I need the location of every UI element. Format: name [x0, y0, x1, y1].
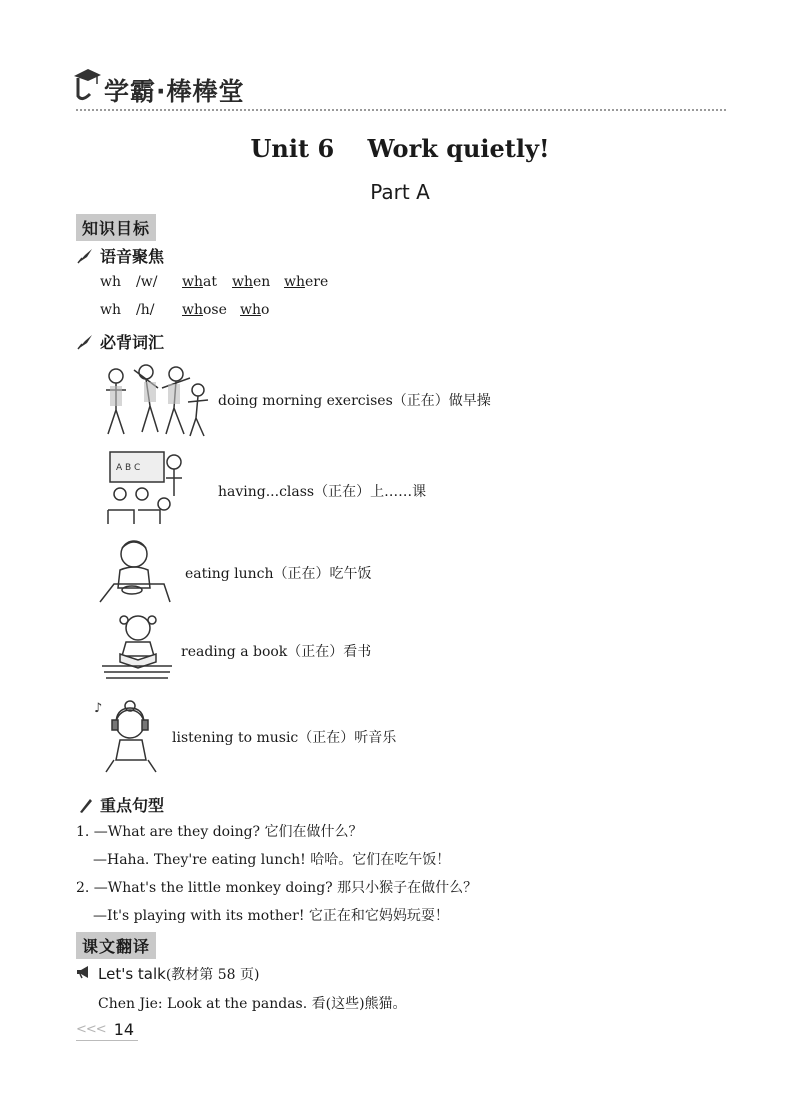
sentence-line: 1. —What are they doing? 它们在做什么？ [76, 824, 363, 840]
vocab-item-text: reading a book（正在）看书 [181, 644, 372, 660]
phonics-heading [76, 244, 164, 267]
phonics-word: who [240, 302, 270, 318]
phonics-row [100, 274, 328, 290]
talk-title: Let's talk [98, 965, 166, 983]
phonics-row [100, 302, 269, 318]
vocab-heading-label: 必背词汇 [100, 333, 165, 352]
vocab-item-text: doing morning exercises（正在）做早操 [218, 393, 491, 409]
having-class-picture [104, 448, 188, 526]
talk-line: Chen Jie: Look at the pandas. 看(这些)熊猫。 [98, 996, 407, 1012]
music-note-icon: ♪ [94, 701, 103, 716]
phonics-letters: wh [100, 274, 121, 290]
page-number: 14 [113, 1020, 135, 1039]
vocab-item-text: listening to music（正在）听音乐 [172, 730, 397, 746]
phonics-heading-label: 语音聚焦 [100, 247, 165, 266]
phonics-sound: /h/ [136, 302, 155, 318]
vocab-heading [76, 330, 164, 353]
phonics-word: what [182, 274, 217, 290]
quill-icon [76, 333, 94, 351]
graduation-cap-icon [72, 66, 102, 104]
talk-heading [76, 964, 259, 984]
phonics-sound: /w/ [136, 274, 158, 290]
header-divider [76, 109, 726, 111]
page-number-area [76, 1020, 134, 1039]
sentence-line: —It's playing with its mother! 它正在和它妈妈玩耍！ [93, 908, 449, 924]
quill-icon [76, 247, 94, 265]
eating-lunch-picture [98, 536, 172, 604]
sentence-line: —Haha. They're eating lunch! 哈哈。它们在吃午饭！ [93, 852, 451, 868]
phonics-word: whose [182, 302, 227, 318]
page-number-rule [76, 1040, 138, 1041]
page-arrows: <<< [76, 1022, 106, 1037]
unit-title: Unit 6 Work quietly! [250, 134, 550, 163]
talk-note: (教材第 58 页) [165, 967, 260, 983]
sentences-heading [76, 793, 164, 816]
reading-book-picture [98, 610, 176, 684]
brand-header [72, 66, 245, 104]
part-title: Part A [370, 180, 430, 204]
sentence-line: 2. —What's the little monkey doing? 那只小猴子在做什么？ [76, 880, 478, 896]
phonics-letters: wh [100, 302, 121, 318]
svg-text:A B C: A B C [116, 463, 141, 473]
megaphone-icon [76, 965, 92, 979]
vocab-item-text: eating lunch（正在）吃午饭 [185, 566, 372, 582]
phonics-word: where [284, 274, 329, 290]
brand-title: 学霸·棒棒堂 [104, 77, 245, 106]
phonics-word: when [232, 274, 271, 290]
sentences-heading-label: 重点句型 [100, 796, 165, 815]
knowledge-section-tag: 知识目标 [76, 214, 156, 241]
morning-exercises-picture [98, 360, 210, 440]
listening-music-picture [92, 694, 164, 776]
vocab-item-text: having...class（正在）上……课 [218, 484, 427, 500]
pen-icon [76, 796, 94, 814]
translation-section-tag: 课文翻译 [76, 932, 156, 959]
